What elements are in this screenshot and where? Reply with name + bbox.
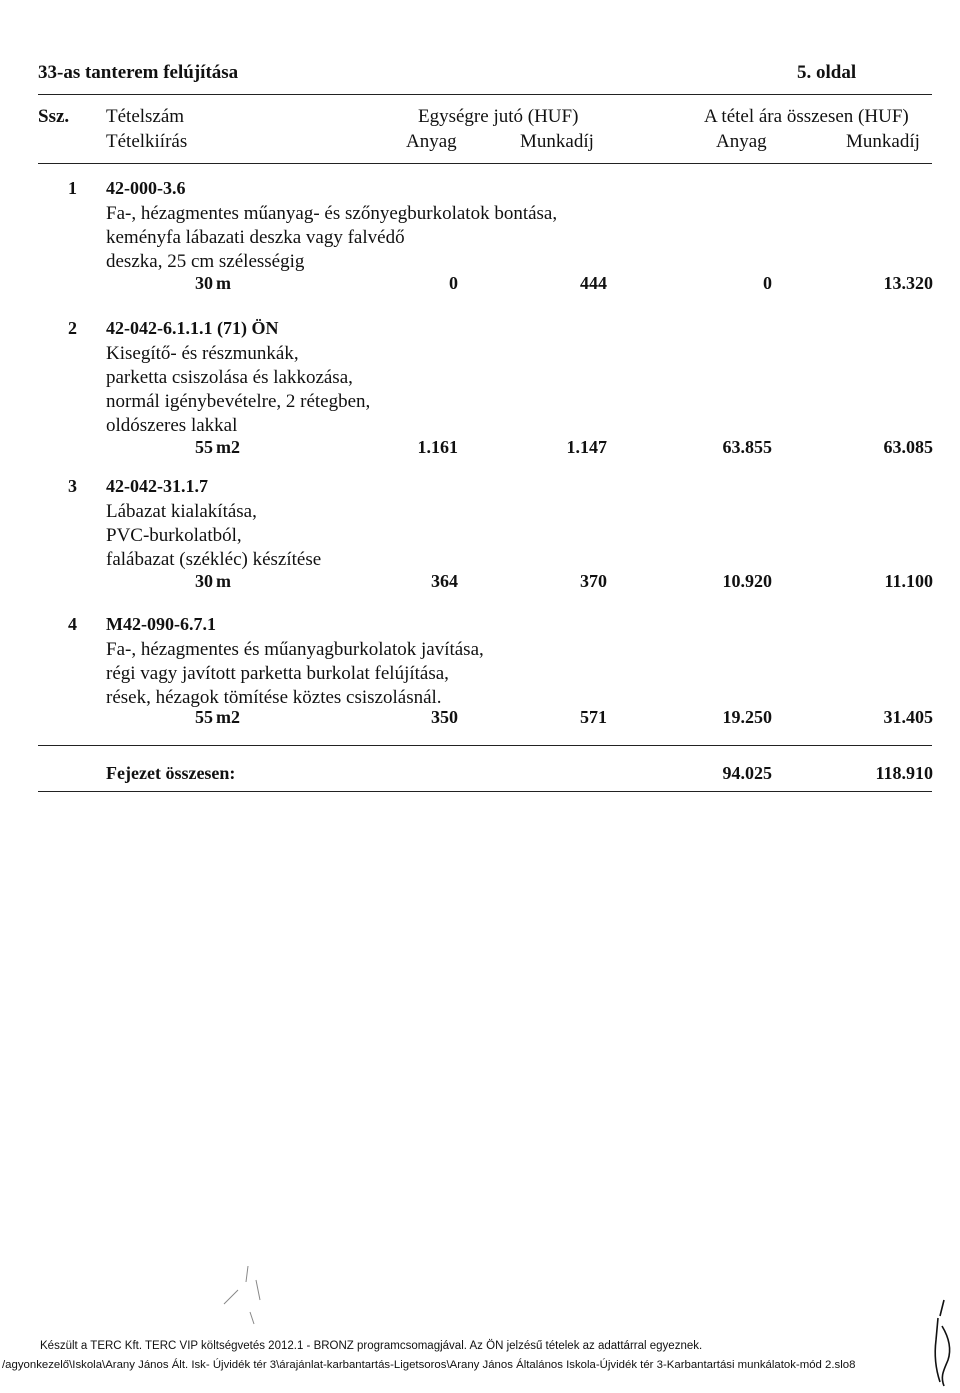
- item-desc-line: Fa-, hézagmentes és műanyagburkolatok javítása,: [106, 639, 484, 660]
- item-quantity: 55: [195, 707, 213, 727]
- item-unit-material: 1.161: [417, 437, 458, 457]
- item-number: 4: [68, 614, 77, 634]
- item-code: 42-042-6.1.1.1 (71) ÖN: [106, 318, 279, 338]
- footer-file-path: /agyonkezelő\Iskola\Arany János Ált. Isk- Újvidék tér 3\árajánlat-karbantartás-Ligetsoros\Arany János Általános Iskola-Újvidék tér 3-Karbantartási munkálatok-mód 2.slo8: [2, 1359, 856, 1371]
- column-header-divider: [38, 163, 932, 164]
- item-quantity: 30: [195, 273, 213, 293]
- signature-icon: [930, 1296, 958, 1390]
- document-title: 33-as tanterem felújítása: [38, 62, 239, 83]
- col-total-material: Anyag: [716, 131, 767, 152]
- item-unit-material: 350: [431, 707, 458, 727]
- item-code: M42-090-6.7.1: [106, 614, 216, 634]
- item-total-labor: 13.320: [883, 273, 933, 293]
- item-desc-line: Lábazat kialakítása,: [106, 501, 257, 522]
- col-unit-group: Egységre jutó (HUF): [418, 106, 579, 127]
- item-unit-material: 0: [449, 273, 458, 293]
- item-unit-labor: 1.147: [566, 437, 607, 457]
- item-desc-line: régi vagy javított parketta burkolat felújítása,: [106, 663, 449, 684]
- chapter-total-label: Fejezet összesen:: [106, 763, 236, 783]
- item-unit-labor: 370: [580, 571, 607, 591]
- item-desc-line: Fa-, hézagmentes műanyag- és szőnyegburkolatok bontása,: [106, 203, 558, 224]
- col-desc: Tételkiírás: [106, 131, 188, 152]
- col-total-labor: Munkadíj: [846, 131, 920, 152]
- item-desc-line: oldószeres lakkal: [106, 415, 238, 436]
- col-code: Tételszám: [106, 106, 185, 127]
- header-divider: [38, 94, 932, 95]
- summary-top-divider: [38, 745, 932, 746]
- item-unit-material: 364: [431, 571, 458, 591]
- item-unit: m2: [216, 707, 240, 727]
- item-number: 3: [68, 476, 77, 496]
- item-code: 42-042-31.1.7: [106, 476, 208, 496]
- item-total-material: 19.250: [722, 707, 772, 727]
- col-unit-labor: Munkadíj: [520, 131, 594, 152]
- item-quantity: 30: [195, 571, 213, 591]
- col-unit-material: Anyag: [406, 131, 457, 152]
- item-code: 42-000-3.6: [106, 178, 186, 198]
- item-desc-line: normál igénybevételre, 2 rétegben,: [106, 391, 371, 412]
- item-desc-line: Kisegítő- és részmunkák,: [106, 343, 299, 364]
- item-number: 1: [68, 178, 77, 198]
- item-unit: m2: [216, 437, 240, 457]
- item-unit-labor: 571: [580, 707, 607, 727]
- item-unit-labor: 444: [580, 273, 607, 293]
- footer-generated-note: Készült a TERC Kft. TERC VIP költségvetés 2012.1 - BRONZ programcsomagjával. Az ÖN jelzésű tételek az adattárral egyeznek.: [40, 1340, 703, 1352]
- item-total-material: 10.920: [722, 571, 772, 591]
- page-number: 5. oldal: [797, 62, 857, 83]
- item-desc-line: parketta csiszolása és lakkozása,: [106, 367, 353, 388]
- item-unit: m: [216, 273, 231, 293]
- chapter-total-material: 94.025: [722, 763, 772, 783]
- item-desc-line: keményfa lábazati deszka vagy falvédő: [106, 227, 405, 248]
- item-number: 2: [68, 318, 77, 338]
- scan-mark: [210, 1260, 300, 1330]
- item-desc-line: falábazat (székléc) készítése: [106, 549, 322, 570]
- item-desc-line: PVC-burkolatból,: [106, 525, 242, 546]
- chapter-total-labor: 118.910: [875, 763, 933, 783]
- item-total-labor: 31.405: [883, 707, 933, 727]
- item-unit: m: [216, 571, 231, 591]
- item-total-labor: 63.085: [883, 437, 933, 457]
- summary-bottom-divider: [38, 791, 932, 792]
- item-desc-line: rések, hézagok tömítése köztes csiszolásnál.: [106, 687, 442, 708]
- item-total-material: 63.855: [722, 437, 772, 457]
- item-quantity: 55: [195, 437, 213, 457]
- item-desc-line: deszka, 25 cm szélességig: [106, 251, 305, 272]
- col-total-group: A tétel ára összesen (HUF): [704, 106, 909, 127]
- col-ssz: Ssz.: [38, 106, 70, 127]
- item-total-material: 0: [763, 273, 772, 293]
- item-total-labor: 11.100: [884, 571, 933, 591]
